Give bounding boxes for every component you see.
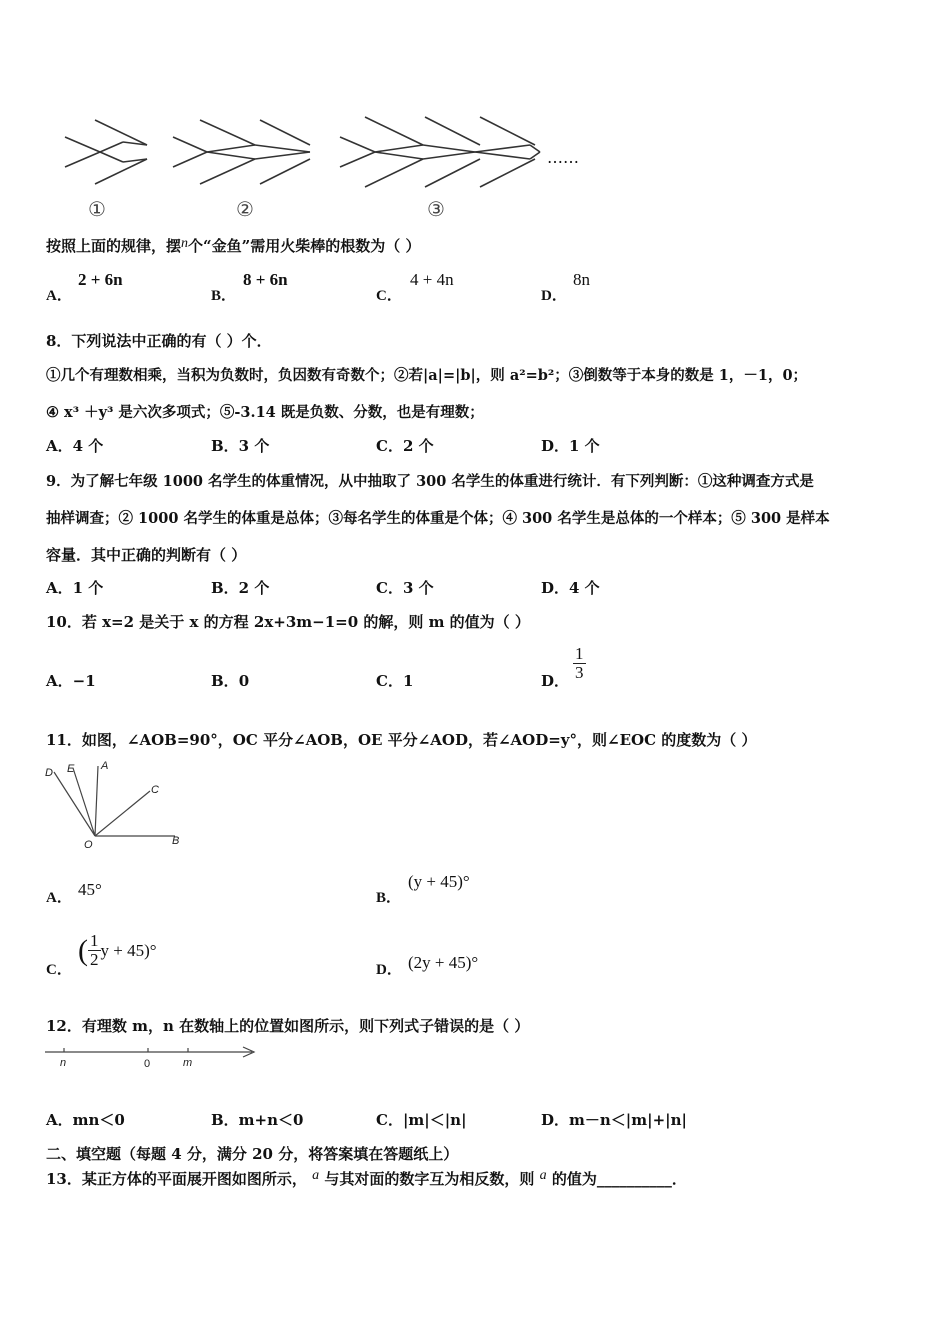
label-o: O [84,839,93,851]
q12-stem: 12．有理数 m，n 在数轴上的位置如图所示，则下列式子错误的是（ ） [46,1017,530,1035]
q10-stem: 10．若 x=2 是关于 x 的方程 2x+3m−1=0 的解，则 m 的值为（ ） [46,613,530,631]
answer-blank: __________ [596,1170,672,1188]
q9-option-a: A．1 个 [46,579,104,597]
q11-stem: 11．如图，∠AOB=90°，OC 平分∠AOB，OE 平分∠AOD，若∠AOD=y°，则∠EOC 的度数为（ ） [46,731,757,749]
q8-stem: 8．下列说法中正确的有（ ）个． [46,332,272,350]
number-line [40,1040,270,1075]
fish-3 [340,117,540,187]
q7-option-a-letter: A． [46,288,72,304]
axis-label-zero: 0 [144,1058,151,1070]
q11-option-c-letter: C． [46,962,72,978]
q11-option-b-expr: (y + 45)° [408,872,470,891]
section-2-title: 二、填空题（每题 4 分，满分 20 分，将答案填在答题纸上） [46,1145,459,1163]
q12-option-d: D．m－n＜|m|+|n| [541,1111,687,1129]
label-d: D [45,767,53,779]
ray-oc [95,791,150,836]
q8-option-c: C．2 个 [376,437,434,455]
q8-option-b: B．3 个 [211,437,270,455]
q8-line-1: ①几个有理数相乘，当积为负数时，负因数有奇数个；②若|a|=|b|，则 a²=b²；③倒数等于本身的数是 1，－1，0； [46,367,808,384]
q10-option-a: A．−1 [46,672,96,690]
fish-2 [173,120,310,184]
fish-1 [65,120,147,184]
q11-option-a-expr: 45° [78,880,102,899]
q9-option-c: C．3 个 [376,579,434,597]
axis-label-n: n [60,1057,67,1069]
q12-option-a: A．mn＜0 [46,1111,125,1129]
q7-option-c-letter: C． [376,288,402,304]
q8-line-2: ④ x³ ＋y³ 是六次多项式；⑤-3.14 既是负数、分数，也是有理数； [46,404,484,421]
q7-option-c-expr: 4 + 4n [410,270,454,289]
q7-stem: 按照上面的规律，摆n个“金鱼”需用火柴棒的根数为（ ） [46,236,421,255]
ray-oe [73,768,95,836]
q13-stem: 13．某正方体的平面展开图如图所示， a 与其对面的数字互为相反数，则 a 的值为__________． [46,1168,687,1188]
q10-option-c: C．1 [376,672,414,690]
label-c: C [151,784,159,796]
fish-ellipsis: …… [547,148,579,167]
ray-od [54,772,95,836]
q11-option-a-letter: A． [46,890,72,906]
q9-line-2: 抽样调查；② 1000 名学生的体重是总体；③每名学生的体重是个体；④ 300 名学生是总体的一个样本；⑤ 300 是样本 [46,510,830,527]
q7-option-a-expr: 2 + 6n [78,270,123,289]
q8-option-d: D．1 个 [541,437,600,455]
q8-option-a: A．4 个 [46,437,104,455]
q9-option-b: B．2 个 [211,579,270,597]
q11-option-c-expr: ( $\frac{1}{2}$ y + 45)° [78,931,157,969]
q7-option-d-letter: D． [541,288,567,304]
q10-option-b: B．0 [211,672,250,690]
figure-label-1: ① [88,197,106,221]
q11-option-d-letter: D． [376,962,402,978]
q11-option-d-expr: (2y + 45)° [408,953,479,972]
q9-line-3: 容量．其中正确的判断有（ ） [46,546,247,564]
q7-option-b-letter: B． [211,288,237,304]
label-b: B [172,835,180,847]
fish-pattern-figure [55,105,605,225]
axis-label-m: m [183,1057,193,1069]
label-e: E [67,763,75,775]
q12-option-b: B．m+n＜0 [211,1111,304,1129]
q10-option-d-letter: D． [541,672,570,690]
q11-option-b-letter: B． [376,890,402,906]
ray-oa [95,766,98,836]
q12-option-c: C．|m|＜|n| [376,1111,467,1129]
angle-figure [40,758,190,853]
q7-option-b-expr: 8 + 6n [243,270,288,289]
q9-option-d: D．4 个 [541,579,600,597]
q7-option-d-expr: 8n [573,270,590,289]
figure-label-3: ③ [427,197,445,221]
label-a: A [101,760,109,772]
figure-label-2: ② [236,197,254,221]
q9-line-1: 9．为了解七年级 1000 名学生的体重情况，从中抽取了 300 名学生的体重进行统计．有下列判断：①这种调查方式是 [46,473,814,490]
q10-option-d-fraction: $\frac{1}{3}$ [575,644,584,682]
